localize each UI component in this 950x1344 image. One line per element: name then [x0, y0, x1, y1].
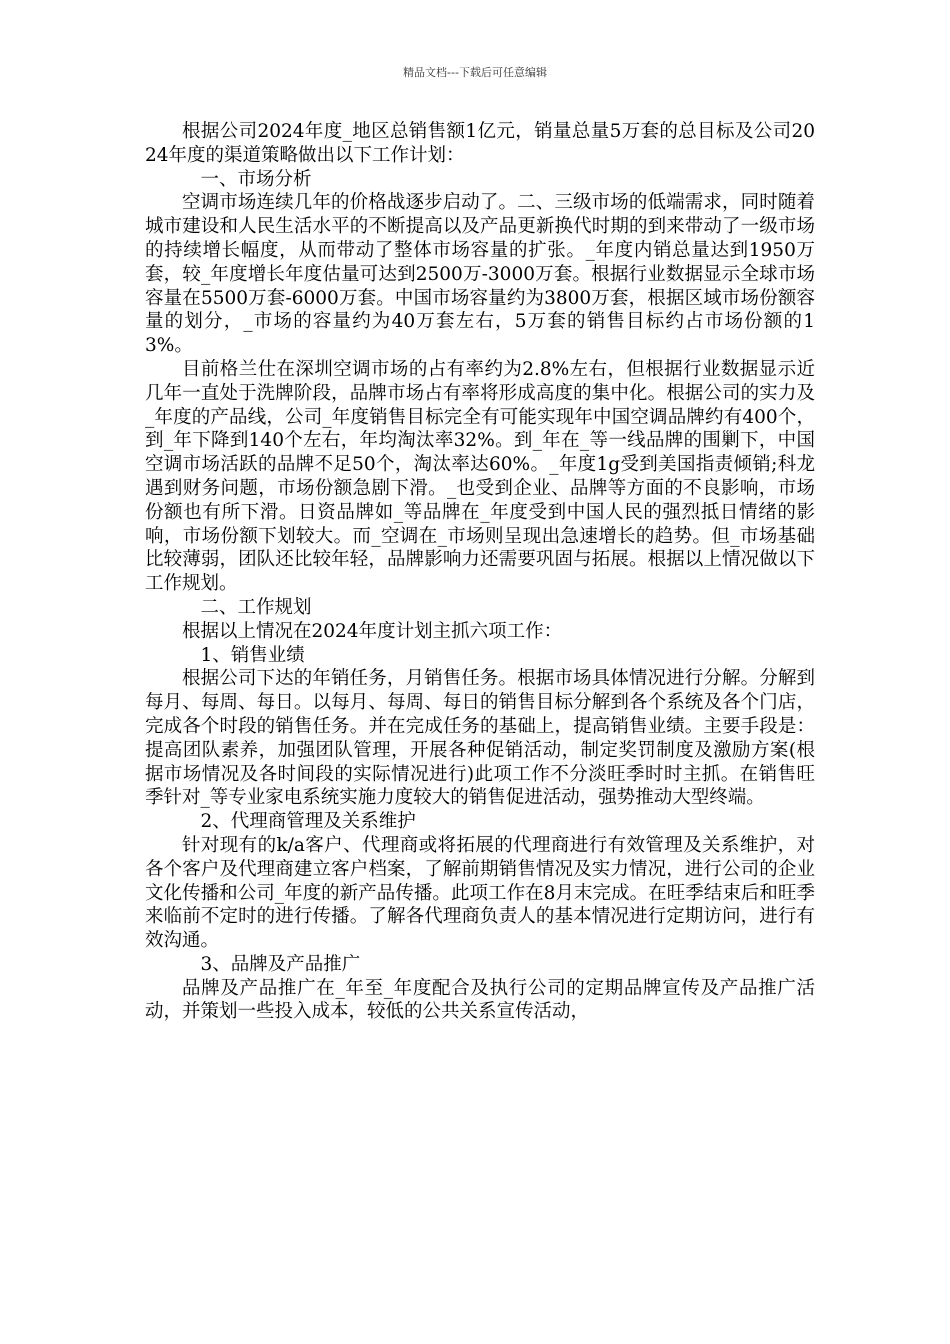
agents-paragraph: 针对现有的k/a客户、代理商或将拓展的代理商进行有效管理及关系维护，对各个客户及代理商建立客户档案，了解前期销售情况及实力情况，进行公司的企业文化传播和公司_年度的新产品传播。此项工作在8月末完成。在旺季结束后和旺季来临前不定时的进行传播。了解各代理商负责人的基本情况进行定期访问，进行有效沟通。: [145, 834, 815, 952]
market-analysis-paragraph-1: 空调市场连续几年的价格战逐步启动了。二、三级市场的低端需求，同时随着城市建设和人民生活水平的不断提高以及产品更新换代时期的到来带动了一级市场的持续增长幅度，从而带动了整体市场容量的扩张。_年度内销总量达到1950万套，较_年度增长年度估量可达到2500万-3000万套。根据行业数据显示全球市场容量在5500万套-6000万套。中国市场容量约为3800万套，根据区域市场份额容量的划分，_市场的容量约为40万套左右，5万套的销售目标约占市场份额的13%。: [145, 192, 815, 357]
brand-paragraph: 品牌及产品推广在_年至_年度配合及执行公司的定期品牌宣传及产品推广活动，并策划一些投入成本，较低的公共关系宣传活动，: [145, 977, 815, 1023]
section-heading-work-plan: 二、工作规划: [200, 596, 312, 618]
page-header: 精品文档---下载后可任意编辑: [403, 66, 547, 79]
market-analysis-paragraph-2: 目前格兰仕在深圳空调市场的占有率约为2.8%左右，但根据行业数据显示近几年一直处于洗牌阶段，品牌市场占有率将形成高度的集中化。根据公司的实力及_年度的产品线，公司_年度销售目标完全有可能实现年中国空调品牌约有400个，到_年下降到140个左右，年均淘汰率32%。到_年在_等一线品牌的围剿下，中国空调市场活跃的品牌不足50个，淘汰率达60%。_年度1g受到美国指责倾销;科龙遇到财务问题，市场份额急剧下滑。_也受到企业、品牌等方面的不良影响，市场份额也有所下滑。日资品牌如_等品牌在_年度受到中国人民的强烈抵日情绪的影响，市场份额下划较大。而_空调在_市场则呈现出急速增长的趋势。但_市场基础比较薄弱，团队还比较年轻，品牌影响力还需要巩固与拓展。根据以上情况做以下工作规划。: [145, 358, 815, 595]
item-heading-brand: 3、品牌及产品推广: [200, 953, 361, 975]
item-heading-agents: 2、代理商管理及关系维护: [200, 811, 416, 833]
document-body: [145, 120, 815, 1024]
intro-paragraph: 根据公司2024年度_地区总销售额1亿元，销量总量5万套的总目标及公司2024年度的渠道策略做出以下工作计划：: [145, 121, 815, 166]
work-plan-intro: 根据以上情况在2024年度计划主抓六项工作：: [182, 620, 563, 642]
item-heading-sales: 1、销售业绩: [200, 644, 305, 666]
sales-paragraph: 根据公司下达的年销任务，月销售任务。根据市场具体情况进行分解。分解到每月、每周、每日。以每月、每周、每日的销售目标分解到各个系统及各个门店，完成各个时段的销售任务。并在完成任务的基础上，提高销售业绩。主要手段是：提高团队素养，加强团队管理，开展各种促销活动，制定奖罚制度及激励方案(根据市场情况及各时间段的实际情况进行)此项工作不分淡旺季时时主抓。在销售旺季针对_等专业家电系统实施力度较大的销售促进活动，强势推动大型终端。: [145, 668, 815, 809]
section-heading-market-analysis: 一、市场分析: [200, 168, 312, 190]
